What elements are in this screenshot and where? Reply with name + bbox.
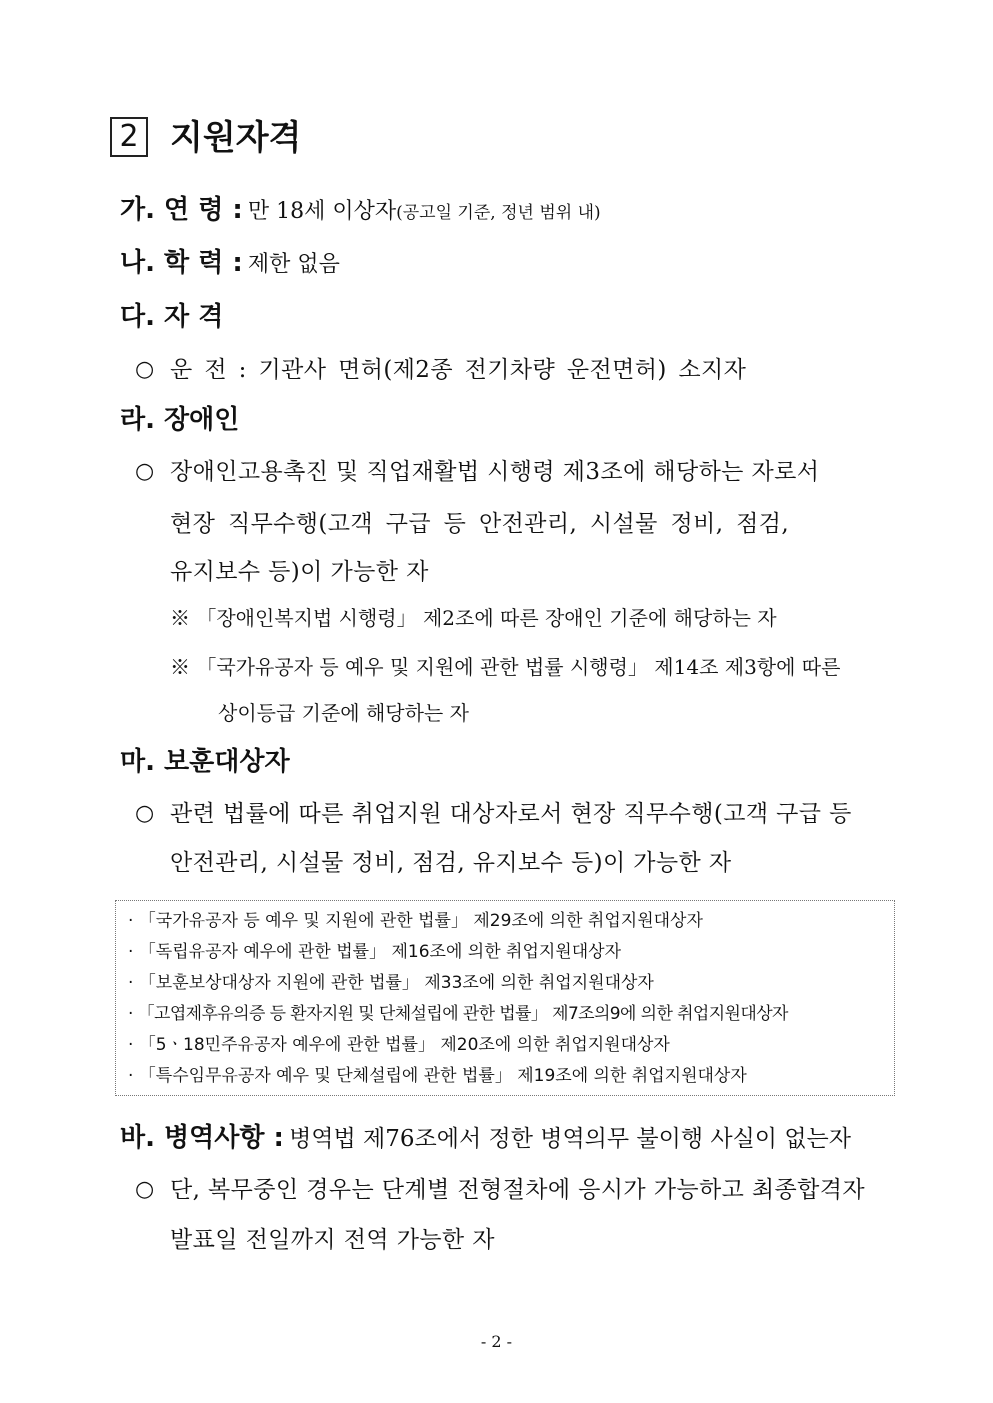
veterans-law-item: · 「5ㆍ18민주유공자 예우에 관한 법률」 제20조에 의한 취업지원대상자 xyxy=(128,1035,670,1055)
qualification-license-text: 운 전 : 기관사 면허(제2종 전기차량 운전면허) 소지자 xyxy=(170,357,747,383)
item-age-note: (공고일 기준, 정년 범위 내) xyxy=(396,203,601,223)
disabled-note: ※ 「국가유공자 등 예우 및 지원에 관한 법률 시행령」 제14조 제3항에 따른 xyxy=(170,655,841,679)
veterans-law-item: · 「독립유공자 예우에 관한 법률」 제16조에 의한 취업지원대상자 xyxy=(128,942,621,962)
military-text-line: 단, 복무중인 경우는 단계별 전형절차에 응시가 가능하고 최종합격자 xyxy=(170,1177,865,1203)
item-education-label: 나. 학 력 : xyxy=(120,248,243,278)
section-number: 2 xyxy=(110,117,148,157)
veterans-law-item: · 「국가유공자 등 예우 및 지원에 관한 법률」 제29조에 의한 취업지원대상자 xyxy=(128,911,703,931)
veterans-text-line: 안전관리, 시설물 정비, 점검, 유지보수 등)이 가능한 자 xyxy=(170,850,732,876)
item-veterans-label: 마. 보훈대상자 xyxy=(120,747,290,777)
item-military-label: 바. 병역사항 : xyxy=(120,1123,284,1153)
veterans-law-item: · 「고엽제후유의증 등 환자지원 및 단체설립에 관한 법률」 제7조의9에 의한 취업지원대상자 xyxy=(128,1004,788,1024)
bullet-circle: ○ xyxy=(135,801,155,826)
item-qualification-label: 다. 자 격 xyxy=(120,302,224,332)
disabled-text-line: 장애인고용촉진 및 직업재활법 시행령 제3조에 해당하는 자로서 xyxy=(170,459,820,485)
veterans-law-item: · 「보훈보상대상자 지원에 관한 법률」 제33조에 의한 취업지원대상자 xyxy=(128,973,654,993)
bullet-circle: ○ xyxy=(135,357,155,382)
veterans-text-line: 관련 법률에 따른 취업지원 대상자로서 현장 직무수행(고객 구급 등 xyxy=(170,801,852,827)
item-disabled-label: 라. 장애인 xyxy=(120,405,240,435)
disabled-note: ※ 「장애인복지법 시행령」 제2조에 따른 장애인 기준에 해당하는 자 xyxy=(170,606,777,630)
item-education xyxy=(120,243,340,285)
bullet-circle: ○ xyxy=(135,1177,155,1202)
disabled-text-line: 현장 직무수행(고객 구급 등 안전관리, 시설물 정비, 점검, xyxy=(170,511,790,537)
item-age-value: 만 18세 이상자 xyxy=(247,199,397,224)
page-number: - 2 - xyxy=(480,1332,513,1351)
item-age-label: 가. 연 령 : xyxy=(120,195,243,225)
item-military xyxy=(120,1118,851,1159)
section-title: 지원자격 xyxy=(170,118,302,158)
military-text-line: 발표일 전일까지 전역 가능한 자 xyxy=(170,1227,495,1253)
disabled-note: 상이등급 기준에 해당하는 자 xyxy=(218,701,469,725)
bullet-circle: ○ xyxy=(135,459,155,484)
item-military-value: 병역법 제76조에서 정한 병역의무 불이행 사실이 없는자 xyxy=(289,1126,851,1152)
item-age xyxy=(120,190,601,232)
veterans-law-item: · 「특수임무유공자 예우 및 단체설립에 관한 법률」 제19조에 의한 취업지원대상자 xyxy=(128,1066,747,1086)
disabled-text-line: 유지보수 등)이 가능한 자 xyxy=(170,559,429,585)
item-education-value: 제한 없음 xyxy=(247,252,340,277)
